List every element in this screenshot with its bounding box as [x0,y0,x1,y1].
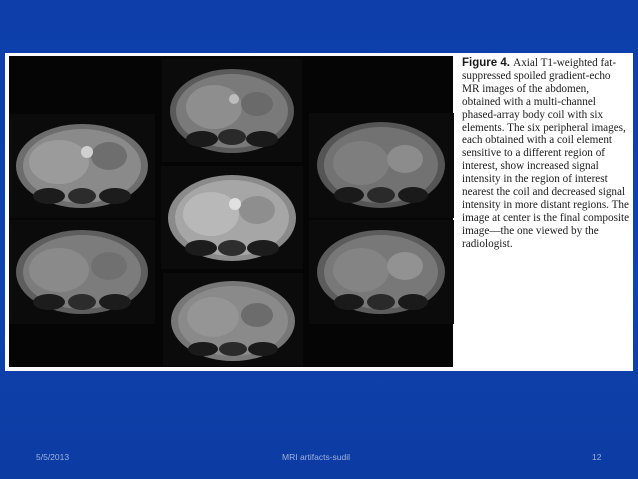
slide-footer [0,452,638,466]
footer-date: 5/5/2013 [36,452,70,462]
mri-scan-top [162,59,302,162]
mri-scan-lower-left-graphic [9,220,155,324]
mri-scan-center-graphic [161,166,303,269]
mri-scan-center-composite [161,166,303,269]
mri-scan-upper-left [9,114,155,218]
figure-label: Figure 4. [462,57,514,69]
mri-scan-upper-right [309,113,454,218]
mri-scan-lower-right-graphic [309,220,454,324]
mri-scan-lower-right [309,220,454,324]
mri-scan-upper-right-graphic [309,113,454,218]
mri-scan-top-graphic [162,59,302,162]
footer-title: MRI artifacts-sudil [282,452,351,462]
mri-figure [9,56,453,367]
mri-scan-bottom-graphic [163,273,303,366]
footer-page-number: 12 [592,452,602,462]
mri-scan-bottom [163,273,303,366]
mri-scan-lower-left [9,220,155,324]
figure-caption-text: Axial T1-weighted fat-suppressed spoiled gradient-echo MR images of the abdomen, obtained with a multi-channel phased-array body coil with six elements. The six peripheral images, each obtained with a coil element sensitive to a different region of interest, show increased signal intensity in the region of interest nearest the coil and decreased signal intensity in more distant regions. The image at center is the final composite image—the one viewed by the radiologist. [462,57,630,250]
content-panel [5,53,633,371]
figure-caption [462,57,630,251]
mri-scan-upper-left-graphic [9,114,155,218]
